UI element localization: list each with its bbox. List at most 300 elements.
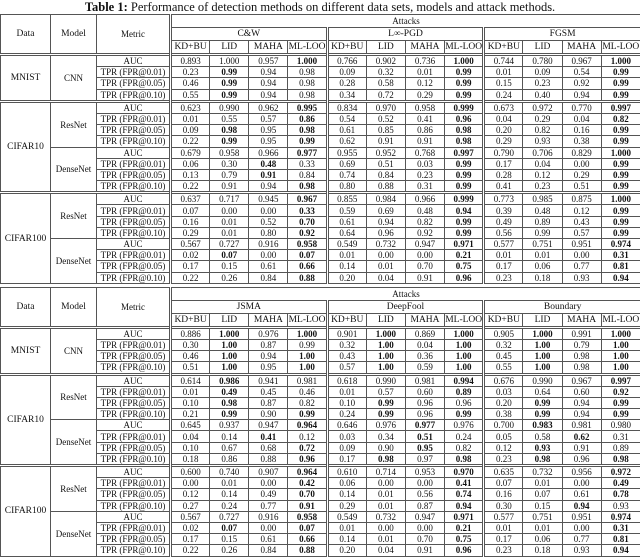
value-cell: 0.714 (366, 466, 405, 478)
value-cell: 0.997 (445, 147, 484, 158)
value-cell: 0.14 (327, 261, 366, 272)
value-cell: 0.94 (249, 181, 288, 193)
value-cell: 0.95 (249, 362, 288, 374)
value-cell: 0.07 (288, 250, 327, 261)
value-cell: 0.14 (210, 431, 249, 442)
value-cell: 0.773 (484, 193, 523, 205)
value-cell: 0.84 (249, 545, 288, 556)
value-cell: 0.95 (405, 442, 444, 453)
value-cell: 0.60 (405, 386, 444, 397)
value-cell: 0.790 (484, 147, 523, 158)
value-cell: 0.635 (484, 466, 523, 478)
value-cell: 0.29 (484, 136, 523, 147)
value-cell: 0.26 (210, 545, 249, 556)
results-tables (0, 14, 640, 557)
value-cell: 0.21 (445, 522, 484, 533)
value-cell: 0.958 (210, 147, 249, 158)
metric-cell: TPR (FPR@0.01) (97, 478, 171, 489)
value-cell: 0.87 (249, 339, 288, 350)
value-cell: 0.99 (523, 397, 562, 408)
model-cell: ResNet (51, 101, 97, 147)
value-cell: 0.87 (405, 500, 444, 511)
value-cell: 0.706 (523, 147, 562, 158)
value-cell: 0.98 (288, 181, 327, 193)
value-cell: 0.93 (601, 500, 640, 511)
table-row (1, 409, 640, 420)
table-row (1, 339, 640, 350)
value-cell: 0.907 (249, 466, 288, 478)
value-cell: 0.55 (484, 362, 523, 374)
value-cell: 0.637 (171, 193, 210, 205)
value-cell: 0.94 (249, 351, 288, 362)
value-cell: 0.41 (445, 478, 484, 489)
value-cell: 0.94 (249, 67, 288, 78)
method-header: LID (523, 41, 562, 55)
value-cell: 0.577 (484, 511, 523, 522)
value-cell: 0.30 (210, 158, 249, 169)
value-cell: 0.15 (484, 78, 523, 89)
value-cell: 0.45 (249, 386, 288, 397)
value-cell: 0.977 (405, 420, 444, 431)
metric-cell: TPR (FPR@0.10) (97, 500, 171, 511)
value-cell: 0.99 (210, 136, 249, 147)
value-cell: 0.99 (445, 89, 484, 101)
metric-cell: TPR (FPR@0.05) (97, 169, 171, 180)
value-cell: 0.94 (562, 500, 601, 511)
value-cell: 0.16 (562, 125, 601, 136)
value-cell: 0.15 (210, 261, 249, 272)
table-row (1, 374, 640, 386)
header-metric: Metric (97, 287, 171, 327)
value-cell: 0.77 (562, 261, 601, 272)
value-cell: 0.646 (327, 420, 366, 431)
value-cell: 0.990 (523, 374, 562, 386)
value-cell: 0.01 (327, 386, 366, 397)
value-cell: 0.94 (249, 89, 288, 101)
value-cell: 0.99 (366, 397, 405, 408)
value-cell: 0.29 (327, 500, 366, 511)
table-row (1, 500, 640, 511)
value-cell: 0.38 (484, 409, 523, 420)
value-cell: 0.91 (210, 181, 249, 193)
value-cell: 0.04 (366, 545, 405, 556)
value-cell: 0.00 (210, 205, 249, 216)
value-cell: 0.947 (249, 420, 288, 431)
table-row (1, 397, 640, 408)
value-cell: 0.18 (171, 453, 210, 465)
metric-cell: TPR (FPR@0.10) (97, 453, 171, 465)
value-cell: 0.567 (171, 239, 210, 250)
model-cell: DenseNet (51, 511, 97, 556)
value-cell: 0.94 (366, 216, 405, 227)
table-row (1, 101, 640, 113)
value-cell: 0.01 (210, 227, 249, 238)
value-cell: 0.985 (523, 193, 562, 205)
value-cell: 0.01 (405, 67, 444, 78)
value-cell: 0.98 (210, 125, 249, 136)
value-cell: 1.00 (445, 351, 484, 362)
method-header: LID (210, 313, 249, 327)
value-cell: 0.07 (210, 522, 249, 533)
value-cell: 0.732 (523, 466, 562, 478)
value-cell: 0.27 (171, 500, 210, 511)
value-cell: 1.00 (445, 362, 484, 374)
value-cell: 0.17 (484, 261, 523, 272)
value-cell: 0.955 (327, 147, 366, 158)
value-cell: 0.00 (249, 522, 288, 533)
value-cell: 0.98 (445, 136, 484, 147)
value-cell: 0.29 (405, 89, 444, 101)
dataset-cell: CIFAR100 (1, 466, 51, 557)
value-cell: 0.51 (171, 362, 210, 374)
value-cell: 0.971 (445, 511, 484, 522)
value-cell: 0.77 (562, 534, 601, 545)
value-cell: 0.90 (249, 409, 288, 420)
value-cell: 0.98 (288, 67, 327, 78)
value-cell: 0.829 (562, 147, 601, 158)
value-cell: 0.673 (484, 101, 523, 113)
value-cell: 0.01 (366, 534, 405, 545)
metric-cell: AUC (97, 193, 171, 205)
metric-cell: TPR (FPR@0.01) (97, 205, 171, 216)
attack-name: Boundary (484, 300, 640, 313)
value-cell: 0.23 (523, 78, 562, 89)
value-cell: 0.03 (327, 431, 366, 442)
value-cell: 0.24 (484, 89, 523, 101)
value-cell: 0.43 (562, 216, 601, 227)
metric-cell: TPR (FPR@0.01) (97, 250, 171, 261)
method-header: LID (210, 41, 249, 55)
metric-cell: TPR (FPR@0.05) (97, 125, 171, 136)
value-cell: 0.17 (484, 534, 523, 545)
value-cell: 0.45 (484, 351, 523, 362)
value-cell: 0.42 (288, 478, 327, 489)
value-cell: 0.61 (562, 489, 601, 500)
value-cell: 0.99 (445, 227, 484, 238)
metric-cell: TPR (FPR@0.10) (97, 362, 171, 374)
value-cell: 0.744 (484, 55, 523, 67)
value-cell: 0.96 (445, 545, 484, 556)
table-row (1, 431, 640, 442)
table-row (1, 327, 640, 339)
value-cell: 0.98 (601, 453, 640, 465)
value-cell: 0.31 (601, 522, 640, 533)
value-cell: 0.00 (562, 522, 601, 533)
value-cell: 0.10 (171, 397, 210, 408)
value-cell: 0.974 (601, 511, 640, 522)
value-cell: 1.00 (601, 362, 640, 374)
header-attacks: Attacks (171, 287, 640, 300)
value-cell: 0.85 (366, 125, 405, 136)
value-cell: 0.916 (249, 511, 288, 522)
value-cell: 1.000 (210, 55, 249, 67)
value-cell: 0.57 (562, 227, 601, 238)
value-cell: 0.74 (327, 169, 366, 180)
results-table-2 (0, 287, 640, 557)
metric-cell: AUC (97, 55, 171, 67)
value-cell: 0.20 (327, 272, 366, 283)
value-cell: 0.577 (484, 239, 523, 250)
value-cell: 0.976 (445, 420, 484, 431)
value-cell: 0.91 (405, 545, 444, 556)
table-row (1, 534, 640, 545)
value-cell: 1.00 (601, 351, 640, 362)
metric-cell: AUC (97, 101, 171, 113)
value-cell: 0.04 (405, 339, 444, 350)
metric-cell: TPR (FPR@0.10) (97, 545, 171, 556)
value-cell: 0.32 (484, 339, 523, 350)
value-cell: 0.23 (171, 67, 210, 78)
value-cell: 0.38 (562, 136, 601, 147)
table-row (1, 511, 640, 522)
value-cell: 0.736 (405, 55, 444, 67)
value-cell: 0.984 (366, 193, 405, 205)
value-cell: 0.75 (445, 534, 484, 545)
value-cell: 0.99 (523, 227, 562, 238)
value-cell: 0.997 (601, 101, 640, 113)
value-cell: 0.990 (366, 374, 405, 386)
value-cell: 0.981 (562, 420, 601, 431)
value-cell: 0.78 (601, 489, 640, 500)
value-cell: 0.18 (523, 272, 562, 283)
table-row (1, 169, 640, 180)
value-cell: 0.98 (288, 125, 327, 136)
value-cell: 0.34 (366, 431, 405, 442)
value-cell: 0.30 (171, 339, 210, 350)
value-cell: 0.98 (210, 397, 249, 408)
metric-cell: TPR (FPR@0.05) (97, 351, 171, 362)
value-cell: 0.58 (523, 431, 562, 442)
value-cell: 0.970 (366, 101, 405, 113)
method-header: ML-LOO (601, 41, 640, 55)
value-cell: 0.23 (405, 169, 444, 180)
table-row (1, 386, 640, 397)
value-cell: 0.84 (288, 169, 327, 180)
value-cell: 0.732 (366, 239, 405, 250)
value-cell: 0.20 (484, 125, 523, 136)
method-header: KD+BU (484, 41, 523, 55)
value-cell: 0.10 (327, 397, 366, 408)
value-cell: 0.04 (171, 431, 210, 442)
value-cell: 0.99 (445, 67, 484, 78)
value-cell: 0.57 (249, 113, 288, 124)
value-cell: 0.22 (171, 181, 210, 193)
method-header: MAHA (405, 41, 444, 55)
value-cell: 0.997 (601, 374, 640, 386)
metric-cell: TPR (FPR@0.10) (97, 89, 171, 101)
value-cell: 0.21 (445, 250, 484, 261)
attack-name: DeepFool (327, 300, 484, 313)
value-cell: 0.22 (171, 136, 210, 147)
header-attacks: Attacks (171, 15, 640, 28)
value-cell: 0.941 (249, 374, 288, 386)
table-row (1, 78, 640, 89)
metric-cell: AUC (97, 420, 171, 431)
results-table-1 (0, 14, 640, 284)
value-cell: 0.834 (327, 101, 366, 113)
dataset-cell: MNIST (1, 327, 51, 374)
value-cell: 0.901 (327, 327, 366, 339)
model-cell: CNN (51, 55, 97, 102)
value-cell: 0.24 (210, 500, 249, 511)
value-cell: 0.04 (484, 113, 523, 124)
value-cell: 0.43 (327, 351, 366, 362)
value-cell: 0.94 (601, 545, 640, 556)
metric-cell: TPR (FPR@0.05) (97, 489, 171, 500)
value-cell: 0.16 (484, 489, 523, 500)
value-cell: 0.05 (484, 431, 523, 442)
value-cell: 0.69 (327, 158, 366, 169)
table-row (1, 216, 640, 227)
table-caption (0, 0, 640, 14)
metric-cell: AUC (97, 511, 171, 522)
value-cell: 0.51 (366, 158, 405, 169)
value-cell: 0.99 (445, 216, 484, 227)
value-cell: 0.36 (405, 351, 444, 362)
value-cell: 0.99 (523, 409, 562, 420)
metric-cell: TPR (FPR@0.05) (97, 216, 171, 227)
attack-name: FGSM (484, 28, 640, 41)
value-cell: 0.31 (601, 431, 640, 442)
table-row (1, 351, 640, 362)
value-cell: 0.99 (210, 67, 249, 78)
value-cell: 0.07 (288, 522, 327, 533)
value-cell: 0.01 (327, 522, 366, 533)
value-cell: 0.88 (288, 272, 327, 283)
value-cell: 0.93 (523, 442, 562, 453)
value-cell: 0.86 (405, 125, 444, 136)
value-cell: 0.66 (288, 261, 327, 272)
value-cell: 0.99 (210, 409, 249, 420)
value-cell: 0.54 (327, 113, 366, 124)
metric-cell: TPR (FPR@0.05) (97, 397, 171, 408)
value-cell: 0.09 (523, 67, 562, 78)
value-cell: 0.600 (171, 466, 210, 478)
metric-cell: TPR (FPR@0.01) (97, 339, 171, 350)
value-cell: 0.966 (405, 193, 444, 205)
value-cell: 0.94 (601, 272, 640, 283)
dataset-cell: CIFAR100 (1, 193, 51, 284)
value-cell: 0.727 (210, 239, 249, 250)
model-cell: DenseNet (51, 239, 97, 284)
value-cell: 0.70 (405, 534, 444, 545)
method-header: KD+BU (171, 313, 210, 327)
value-cell: 0.717 (210, 193, 249, 205)
value-cell: 0.94 (562, 89, 601, 101)
value-cell: 0.91 (562, 442, 601, 453)
value-cell: 0.976 (249, 327, 288, 339)
value-cell: 0.31 (601, 250, 640, 261)
value-cell: 0.945 (249, 193, 288, 205)
method-header: ML-LOO (445, 41, 484, 55)
value-cell: 0.18 (523, 545, 562, 556)
method-header: LID (366, 313, 405, 327)
metric-cell: TPR (FPR@0.01) (97, 431, 171, 442)
value-cell: 1.000 (445, 327, 484, 339)
value-cell: 0.99 (601, 67, 640, 78)
value-cell: 0.41 (405, 113, 444, 124)
value-cell: 0.916 (249, 239, 288, 250)
value-cell: 1.000 (210, 327, 249, 339)
value-cell: 0.00 (405, 478, 444, 489)
value-cell: 0.00 (249, 250, 288, 261)
metric-cell: TPR (FPR@0.10) (97, 409, 171, 420)
value-cell: 0.02 (171, 522, 210, 533)
value-cell: 0.967 (288, 193, 327, 205)
value-cell: 0.751 (523, 239, 562, 250)
value-cell: 0.991 (562, 327, 601, 339)
value-cell: 0.20 (484, 397, 523, 408)
value-cell: 0.23 (484, 453, 523, 465)
value-cell: 0.62 (327, 136, 366, 147)
value-cell: 1.00 (210, 362, 249, 374)
method-header: LID (523, 313, 562, 327)
value-cell: 0.09 (171, 125, 210, 136)
value-cell: 0.00 (405, 522, 444, 533)
table-row (1, 489, 640, 500)
value-cell: 0.994 (445, 374, 484, 386)
header-model: Model (51, 287, 97, 327)
table-row (1, 205, 640, 216)
metric-cell: TPR (FPR@0.10) (97, 136, 171, 147)
value-cell: 0.34 (327, 89, 366, 101)
value-cell: 0.89 (601, 442, 640, 453)
value-cell: 0.41 (249, 431, 288, 442)
value-cell: 0.49 (484, 216, 523, 227)
metric-cell: AUC (97, 466, 171, 478)
value-cell: 0.98 (562, 362, 601, 374)
value-cell: 0.48 (405, 205, 444, 216)
value-cell: 0.981 (405, 374, 444, 386)
value-cell: 1.00 (601, 339, 640, 350)
value-cell: 0.99 (601, 78, 640, 89)
value-cell: 0.40 (523, 89, 562, 101)
value-cell: 0.01 (171, 113, 210, 124)
value-cell: 0.15 (210, 534, 249, 545)
value-cell: 0.80 (327, 181, 366, 193)
value-cell: 0.95 (249, 125, 288, 136)
value-cell: 0.14 (210, 489, 249, 500)
method-header: ML-LOO (288, 41, 327, 55)
value-cell: 0.98 (366, 453, 405, 465)
value-cell: 0.48 (249, 158, 288, 169)
value-cell: 0.732 (366, 511, 405, 522)
value-cell: 0.29 (171, 227, 210, 238)
value-cell: 1.000 (601, 193, 640, 205)
dataset-cell: CIFAR10 (1, 374, 51, 466)
value-cell: 0.66 (288, 534, 327, 545)
dataset-cell: MNIST (1, 55, 51, 102)
value-cell: 0.91 (405, 272, 444, 283)
table-row (1, 181, 640, 193)
metric-cell: TPR (FPR@0.01) (97, 113, 171, 124)
attack-name: JSMA (171, 300, 328, 313)
value-cell: 0.64 (327, 227, 366, 238)
value-cell: 0.70 (288, 489, 327, 500)
value-cell: 0.57 (327, 362, 366, 374)
value-cell: 0.91 (249, 169, 288, 180)
value-cell: 0.06 (523, 261, 562, 272)
value-cell: 0.61 (327, 125, 366, 136)
metric-cell: AUC (97, 147, 171, 158)
value-cell: 0.770 (562, 101, 601, 113)
value-cell: 0.23 (484, 272, 523, 283)
method-header: MAHA (249, 313, 288, 327)
value-cell: 0.893 (171, 55, 210, 67)
value-cell: 0.96 (288, 453, 327, 465)
value-cell: 0.957 (249, 55, 288, 67)
metric-cell: TPR (FPR@0.05) (97, 78, 171, 89)
